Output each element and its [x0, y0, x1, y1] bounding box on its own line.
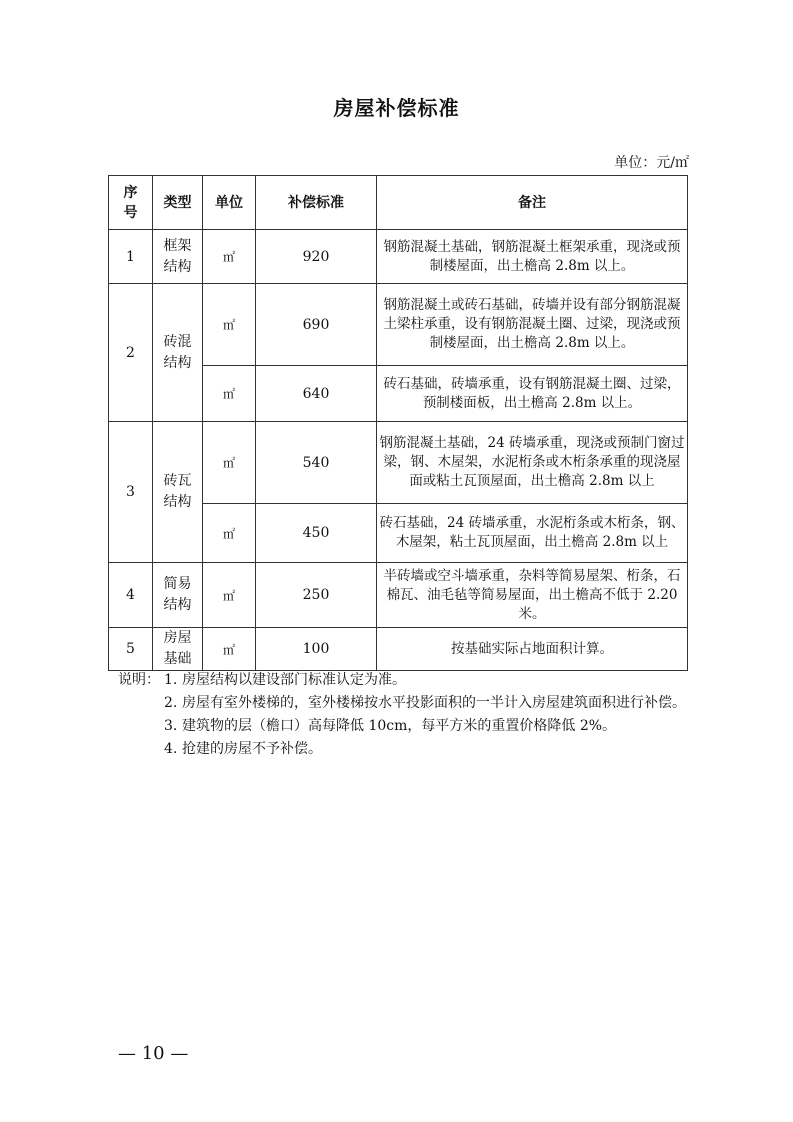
- header-unit: 单位: [203, 176, 256, 230]
- note-number: 4.: [164, 741, 178, 757]
- unit-label: 单位：元/㎡: [614, 155, 689, 171]
- cell-standard: 690: [256, 284, 377, 366]
- note-item: [164, 738, 693, 761]
- cell-seq: 1: [109, 230, 153, 284]
- cell-standard: 640: [256, 366, 377, 422]
- cell-unit: ㎡: [203, 422, 256, 504]
- cell-unit: ㎡: [203, 628, 256, 671]
- note-text: 抢建的房屋不予补偿。: [182, 741, 322, 757]
- cell-type: 房屋基础: [153, 628, 203, 671]
- cell-remark: 半砖墙或空斗墙承重，杂料等简易屋架、桁条，石棉瓦、油毛毡等简易屋面，出土檐高不低于 2.20 米。: [377, 563, 688, 628]
- cell-type: 砖瓦结构: [153, 422, 203, 563]
- notes-label: 说明：: [118, 672, 160, 688]
- cell-unit: ㎡: [203, 563, 256, 628]
- table-row: [109, 422, 688, 504]
- page-number: — 10 —: [118, 1043, 189, 1064]
- cell-seq: 3: [109, 422, 153, 563]
- cell-standard: 250: [256, 563, 377, 628]
- note-item: [164, 715, 693, 738]
- header-type: 类型: [153, 176, 203, 230]
- cell-unit: ㎡: [203, 284, 256, 366]
- cell-unit: ㎡: [203, 230, 256, 284]
- cell-standard: 450: [256, 504, 377, 563]
- note-text: 房屋结构以建设部门标准认定为准。: [182, 672, 406, 688]
- cell-standard: 540: [256, 422, 377, 504]
- cell-remark: 按基础实际占地面积计算。: [377, 628, 688, 671]
- cell-seq: 4: [109, 563, 153, 628]
- table-row: [109, 628, 688, 671]
- page-title: 房屋补偿标准: [333, 96, 460, 120]
- notes-section: [118, 669, 693, 761]
- cell-remark: 砖石基础，24 砖墙承重，水泥桁条或木桁条，钢、木屋架，粘土瓦顶屋面，出土檐高 2.8m 以上: [377, 504, 688, 563]
- cell-type: 简易结构: [153, 563, 203, 628]
- cell-unit: ㎡: [203, 504, 256, 563]
- cell-unit: ㎡: [203, 366, 256, 422]
- table-header-row: [109, 176, 688, 230]
- note-number: 2.: [164, 695, 178, 711]
- cell-standard: 100: [256, 628, 377, 671]
- note-text: 建筑物的层（檐口）高每降低 10cm，每平方米的重置价格降低 2%。: [182, 718, 617, 734]
- note-number: 1.: [164, 672, 178, 688]
- cell-type: 框架结构: [153, 230, 203, 284]
- note-item: [164, 692, 693, 715]
- table-row: [109, 230, 688, 284]
- cell-remark: 钢筋混凝土基础，24 砖墙承重，现浇或预制门窗过梁，钢、木屋架，水泥桁条或木桁条承重的现浇屋面或粘土瓦顶屋面，出土檐高 2.8m 以上: [377, 422, 688, 504]
- header-standard: 补偿标准: [256, 176, 377, 230]
- cell-seq: 5: [109, 628, 153, 671]
- cell-remark: 钢筋混凝土或砖石基础，砖墙并设有部分钢筋混凝土梁柱承重，设有钢筋混凝土圈、过梁，现浇或预制楼屋面，出土檐高 2.8m 以上。: [377, 284, 688, 366]
- cell-remark: 砖石基础，砖墙承重，设有钢筋混凝土圈、过梁，预制楼面板，出土檐高 2.8m 以上。: [377, 366, 688, 422]
- cell-remark: 钢筋混凝土基础，钢筋混凝土框架承重，现浇或预制楼屋面，出土檐高 2.8m 以上。: [377, 230, 688, 284]
- cell-type: 砖混结构: [153, 284, 203, 422]
- table-row: [109, 284, 688, 366]
- compensation-table: [108, 175, 688, 671]
- header-remark: 备注: [377, 176, 688, 230]
- cell-standard: 920: [256, 230, 377, 284]
- header-seq: 序号: [109, 176, 153, 230]
- table-row: [109, 563, 688, 628]
- notes-list: [118, 669, 693, 761]
- note-text: 房屋有室外楼梯的，室外楼梯按水平投影面积的一半计入房屋建筑面积进行补偿。: [182, 695, 686, 711]
- note-number: 3.: [164, 718, 178, 734]
- cell-seq: 2: [109, 284, 153, 422]
- note-item: [164, 669, 693, 692]
